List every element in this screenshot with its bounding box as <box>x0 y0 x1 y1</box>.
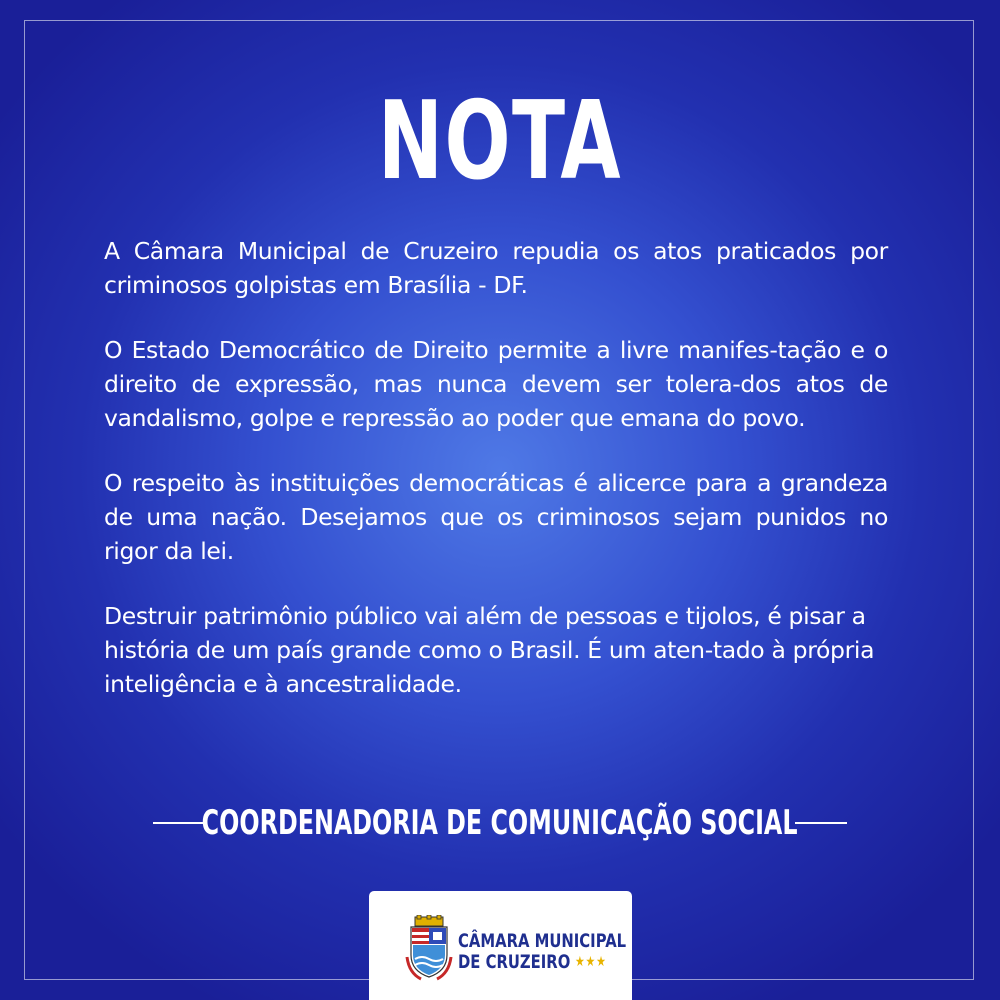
paragraph-3: O respeito às instituições democráticas é alicerce para a grandeza de uma nação. Desejamos que os criminosos sejam punidos no rigor da lei. <box>104 469 888 565</box>
logo-card <box>369 891 632 1000</box>
logo-line-2: DE CRUZEIRO <box>458 951 571 973</box>
paragraph-2: O Estado Democrático de Direito permite a livre manifes-tação e o direito de expressão, mas nunca devem ser tolera-dos atos de vandalismo, golpe e repressão ao poder que emana do povo. <box>104 336 888 432</box>
signature-text: COORDENADORIA DE COMUNICAÇÃO SOCIAL <box>202 803 798 843</box>
municipal-crest-icon <box>405 915 453 981</box>
star-icon: ★★★ <box>574 954 607 970</box>
paragraph-1: A Câmara Municipal de Cruzeiro repudia os atos praticados por criminosos golpistas em Brasília - DF. <box>104 237 888 299</box>
paragraph-4: Destruir patrimônio público vai além de pessoas e tijolos, é pisar a história de um país grande como o Brasil. É um aten-tado à própria inteligência e à ancestralidade. <box>104 602 875 698</box>
signature-line-right <box>795 822 847 824</box>
page-title: NOTA <box>377 79 623 204</box>
note-body <box>104 234 888 732</box>
signature-line-left <box>153 822 205 824</box>
logo-text <box>458 931 626 973</box>
logo-line-1: CÂMARA MUNICIPAL <box>458 930 627 952</box>
signature-block <box>0 798 1000 848</box>
